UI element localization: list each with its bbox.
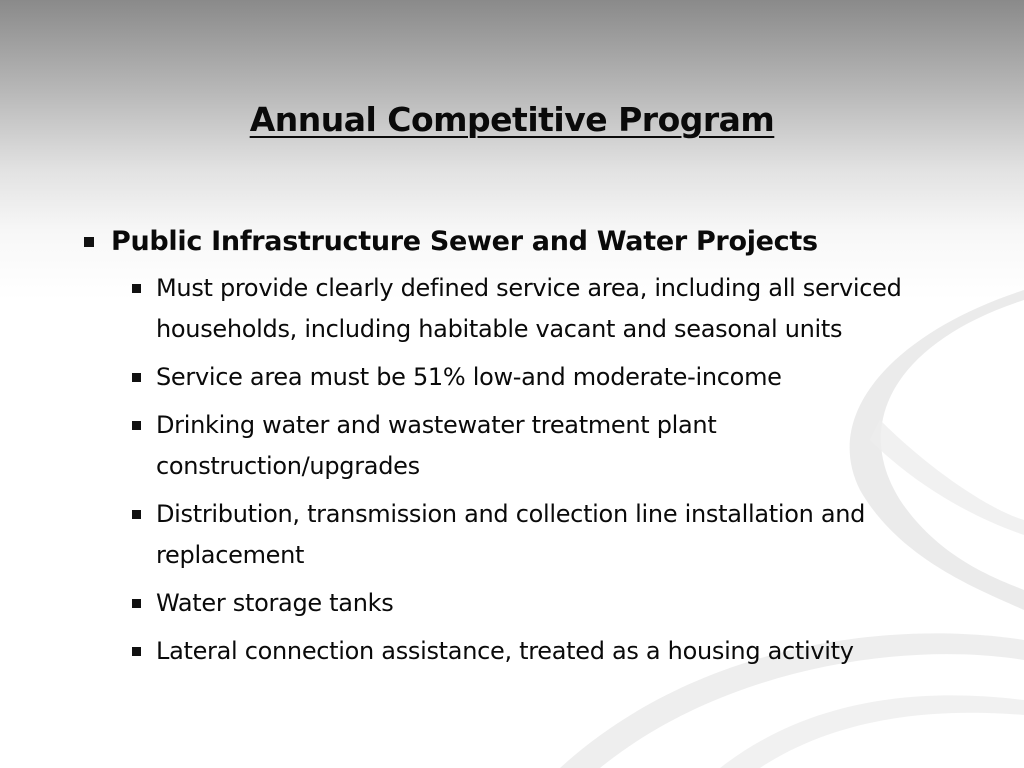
list-item-text: Water storage tanks	[156, 589, 394, 617]
heading-text: Public Infrastructure Sewer and Water Projects	[111, 226, 818, 257]
list-item	[80, 631, 976, 672]
list-item	[80, 268, 976, 350]
list-item-text: Must provide clearly defined service area, including all serviced households, including habitable vacant and seasonal units	[156, 274, 902, 343]
main-bullet-heading	[80, 222, 980, 262]
sub-bullet-list	[80, 268, 980, 672]
square-bullet-icon	[84, 237, 94, 247]
square-bullet-icon	[132, 510, 141, 519]
square-bullet-icon	[132, 284, 141, 293]
list-item	[80, 583, 976, 624]
list-item-text: Distribution, transmission and collection line installation and replacement	[156, 500, 866, 569]
list-item-text: Lateral connection assistance, treated as a housing activity	[156, 637, 854, 665]
list-item	[80, 357, 976, 398]
bullet-content	[80, 222, 980, 679]
square-bullet-icon	[132, 421, 141, 430]
list-item	[80, 405, 976, 487]
list-item	[80, 494, 976, 576]
list-item-text: Service area must be 51% low-and moderate-income	[156, 363, 782, 391]
slide-title: Annual Competitive Program	[249, 100, 775, 139]
square-bullet-icon	[132, 599, 141, 608]
list-item-text: Drinking water and wastewater treatment plant construction/upgrades	[156, 411, 717, 480]
square-bullet-icon	[132, 373, 141, 382]
square-bullet-icon	[132, 647, 141, 656]
